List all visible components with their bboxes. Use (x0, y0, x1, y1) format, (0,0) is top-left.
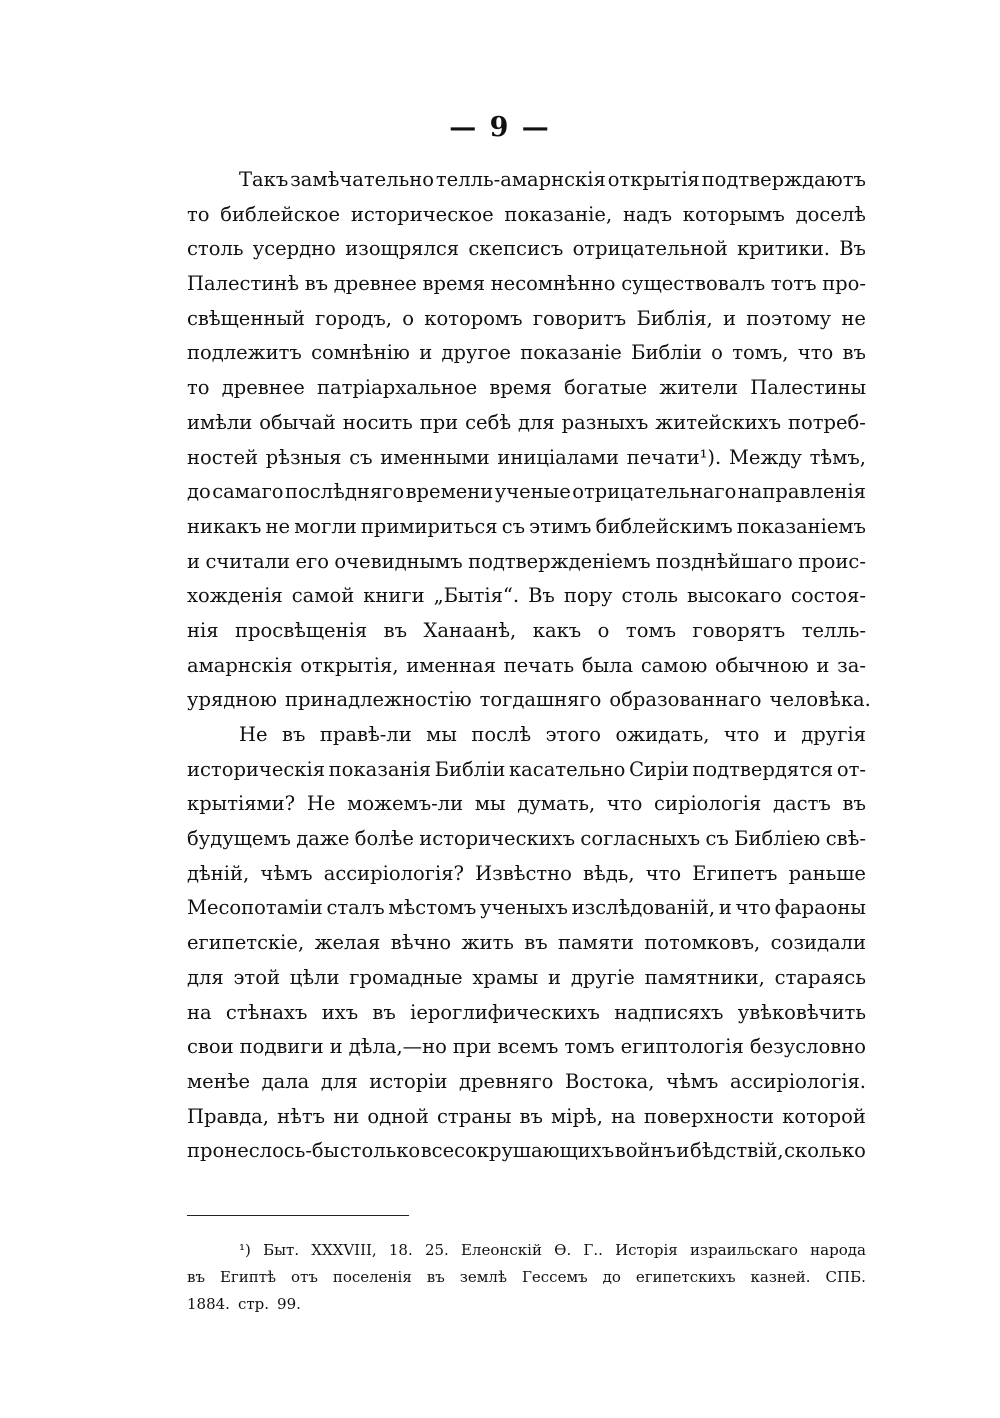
word: скепсисъ (468, 237, 564, 261)
word: телль- (801, 618, 866, 642)
word: Библіею (734, 827, 821, 851)
word: от- (836, 757, 866, 781)
word: израильскаго (689, 1241, 798, 1259)
word: самаго (212, 480, 284, 504)
word: замѣчательно (290, 168, 434, 191)
word: въ (426, 1268, 445, 1286)
word: была (581, 653, 634, 677)
word: въ (372, 1000, 396, 1024)
word: рѣзныя (265, 445, 342, 469)
word: томъ, (732, 341, 789, 365)
word: показаніемъ (736, 514, 866, 538)
word: показаніе, (504, 202, 613, 226)
text-line (187, 683, 871, 718)
word: именная (406, 653, 496, 677)
word: послѣдняго (285, 480, 405, 504)
word: что (645, 861, 682, 885)
word: на (187, 1000, 212, 1024)
word: Библія, (636, 306, 713, 330)
word: которой (782, 1104, 866, 1128)
word: человѣка. (769, 688, 871, 712)
word: урядною (187, 688, 277, 712)
text-line (187, 406, 866, 441)
word: Правда, (187, 1104, 269, 1128)
word: существовалъ (621, 272, 766, 296)
word: для (320, 1069, 358, 1093)
text-line (187, 198, 866, 233)
word: другіе (570, 965, 635, 989)
word: фараоны (774, 896, 866, 920)
word: въ (519, 1104, 543, 1128)
word: одной (367, 1104, 429, 1128)
word: Библіи (434, 757, 506, 781)
word: чѣмъ (260, 861, 313, 885)
word: въ (842, 792, 866, 816)
word: поэтому (746, 306, 832, 330)
word: тогдашняго (479, 688, 602, 712)
word: Библіи (631, 341, 702, 365)
text-line (187, 1100, 866, 1135)
word: другія (801, 723, 866, 746)
word: памятники, (644, 965, 765, 989)
word: носить (342, 410, 413, 434)
word: вѣдь, (583, 861, 635, 885)
word: и (329, 1035, 343, 1059)
word: послѣ (471, 723, 532, 746)
text-line (187, 475, 866, 510)
word: и (723, 306, 736, 330)
word: Не (239, 723, 268, 746)
word: вѣчно (390, 931, 452, 955)
word: 18. (388, 1241, 413, 1259)
word: египетскихъ (635, 1268, 736, 1286)
word: всесокрушающихъ (420, 1139, 615, 1163)
text-line (187, 614, 866, 649)
word: книги (363, 584, 425, 608)
word: жить (461, 931, 514, 955)
word: сталъ (326, 896, 385, 920)
word: отрицательнаго (572, 480, 737, 504)
word: историческія (187, 757, 326, 781)
word: изслѣдованій, (571, 896, 716, 920)
word: его (295, 549, 329, 573)
word: столь (621, 584, 678, 608)
word: мірѣ, (551, 1104, 603, 1128)
word: потомковъ, (644, 931, 761, 955)
word: въ (282, 723, 306, 746)
word: Въ (528, 584, 555, 608)
word: открытія (607, 168, 700, 191)
word: Ханаанѣ, (423, 618, 517, 642)
word: Месопотаміи (187, 896, 323, 920)
word: пору (563, 584, 613, 608)
word: время (422, 272, 486, 296)
text-line (187, 545, 866, 580)
word: показанія (328, 757, 432, 781)
text-line (187, 926, 866, 961)
word: народа (810, 1241, 866, 1259)
word: позднѣйшаго (655, 549, 793, 573)
word: до (187, 480, 211, 504)
word: ассиріологія? (323, 861, 464, 885)
word: для (518, 410, 555, 434)
word: въ (842, 341, 866, 365)
word: египетскіе, (187, 931, 305, 955)
word: говорятъ (692, 618, 786, 642)
word: и (548, 965, 561, 989)
word: казней. (750, 1268, 811, 1286)
text-line (187, 996, 866, 1031)
word: которомъ (424, 306, 523, 330)
text-line (187, 336, 866, 371)
word: этимъ (529, 514, 592, 538)
word: нія (187, 618, 219, 642)
word: древняго (459, 1069, 554, 1093)
word: и (187, 549, 200, 573)
word: войнъ (614, 1139, 676, 1163)
word: принадлежностію (284, 688, 472, 712)
word: правѣ-ли (319, 723, 412, 746)
word: въ (524, 931, 548, 955)
word: столь (187, 237, 244, 261)
footnote-line (187, 1291, 866, 1318)
word: какъ (532, 618, 582, 642)
word: 25. (424, 1241, 449, 1259)
word: дала (261, 1069, 310, 1093)
word: городъ, (315, 306, 392, 330)
footnote-line (187, 1237, 866, 1264)
word: и (816, 653, 830, 677)
word: состоя- (790, 584, 866, 608)
word: этой (233, 965, 280, 989)
word: что (735, 896, 771, 920)
word: о (711, 341, 723, 365)
word: крытіями? (187, 792, 296, 816)
word: обычною (715, 653, 809, 677)
word: историческихъ (419, 827, 576, 851)
word: свѣ- (825, 827, 866, 851)
word: думать, (517, 792, 596, 816)
word: даже (296, 827, 350, 851)
word: подтвердятся (692, 757, 834, 781)
word: свѣщенный (187, 306, 305, 330)
word: не (841, 306, 866, 330)
word: потреб- (788, 410, 866, 434)
word: времени (405, 480, 494, 504)
word: отрицательной (572, 237, 728, 261)
word: Въ (839, 237, 866, 261)
paragraph (187, 163, 871, 718)
word: жители (659, 376, 739, 400)
word: Г.. (583, 1241, 603, 1259)
word: не (265, 514, 291, 538)
word: подтверждаютъ (701, 168, 866, 191)
word: самой (291, 584, 355, 608)
word: столько (339, 1139, 421, 1163)
word: въ (383, 618, 408, 642)
word: касательно (508, 757, 626, 781)
text-line (187, 1030, 866, 1065)
word: можемъ-ли (347, 792, 464, 816)
word: землѣ (459, 1268, 508, 1286)
footnote-line (187, 1264, 866, 1291)
word: согласныхъ (580, 827, 701, 851)
word: усердно (252, 237, 336, 261)
text-line (187, 579, 866, 614)
word: цѣли (289, 965, 340, 989)
word: иниціалами (497, 445, 619, 469)
word: ностей (187, 445, 258, 469)
word: страны (437, 1104, 512, 1128)
word: 99. (277, 1295, 301, 1313)
word: надписяхъ (614, 1000, 724, 1024)
word: этого (545, 723, 602, 746)
word: примириться (360, 514, 498, 538)
word: пронеслось-бы (187, 1139, 340, 1163)
word: тѣмъ, (809, 445, 866, 469)
word: Гессемъ (521, 1268, 588, 1286)
word: сколько (784, 1139, 866, 1163)
word: Исторія (615, 1241, 678, 1259)
word: „Бытія“. (433, 584, 520, 608)
word: Египтѣ (219, 1268, 277, 1286)
word: стѣнахъ (225, 1000, 308, 1024)
word: подтвержденіемъ (468, 549, 651, 573)
word: безусловно (749, 1035, 866, 1059)
text-line (187, 822, 866, 857)
word: изощрялся (345, 237, 460, 261)
word: Востока, (564, 1069, 655, 1093)
word: всемъ (497, 1035, 559, 1059)
text-line (187, 891, 866, 926)
word: храмы (472, 965, 539, 989)
word: Елеонскій (460, 1241, 542, 1259)
word: очевиднымъ (334, 549, 463, 573)
word: считали (205, 549, 291, 573)
word: себѣ (465, 410, 512, 434)
word: что (606, 792, 643, 816)
word: подлежитъ (187, 341, 302, 365)
word: показаніе (520, 341, 622, 365)
word: египтологія (620, 1035, 744, 1059)
word: поселенія (332, 1268, 412, 1286)
word: болѣе (354, 827, 414, 851)
word: за- (837, 653, 866, 677)
word: будущемъ (187, 827, 291, 851)
text-line (187, 649, 866, 684)
word: Между (728, 445, 802, 469)
word: бѣдствій, (689, 1139, 784, 1163)
word: высокаго (686, 584, 782, 608)
word: ожидать, (615, 723, 710, 746)
word: ¹) (239, 1241, 251, 1259)
footnote (187, 1237, 866, 1318)
word: Не (306, 792, 336, 816)
word: про- (822, 272, 866, 296)
word: историческое (350, 202, 494, 226)
word: то (187, 202, 210, 226)
text-line (187, 267, 866, 302)
text-line (187, 371, 866, 406)
word: несомнѣнно (490, 272, 616, 296)
word: при (419, 410, 459, 434)
word: образованнаго (609, 688, 762, 712)
text-line (187, 857, 866, 892)
text-line (187, 510, 866, 545)
word: проис- (798, 549, 866, 573)
word: ученые (494, 480, 571, 504)
word: іероглифическихъ (410, 1000, 600, 1024)
word: подвиги (239, 1035, 324, 1059)
word: съ (501, 514, 526, 538)
word: до (602, 1268, 621, 1286)
word: томъ (625, 618, 677, 642)
word: древнее (221, 376, 305, 400)
paragraph (187, 718, 866, 1169)
word: именными (380, 445, 490, 469)
word: нѣтъ (277, 1104, 326, 1128)
word: и (676, 1139, 690, 1163)
word: открытія, (300, 653, 399, 677)
word: для (187, 965, 224, 989)
word: самою (640, 653, 708, 677)
word: Палестины (750, 376, 866, 400)
text-line (187, 232, 866, 267)
page-number: — 9 — (449, 112, 551, 143)
word: Ѳ. (554, 1241, 572, 1259)
word: говоритъ (532, 306, 627, 330)
word: Египетъ (692, 861, 778, 885)
word: мы (426, 723, 457, 746)
word: о (597, 618, 610, 642)
text-line (187, 302, 866, 337)
word: библейское (220, 202, 341, 226)
word: созидали (770, 931, 866, 955)
word: житейскихъ (655, 410, 782, 434)
word: обычай (259, 410, 336, 434)
word: печати¹). (626, 445, 722, 469)
word: ученыхъ (480, 896, 568, 920)
word: громадные (349, 965, 463, 989)
word: XXXVIII, (311, 1241, 377, 1259)
word: разныхъ (561, 410, 649, 434)
word: дѣній, (187, 861, 250, 885)
word: на (611, 1104, 636, 1128)
text-line (187, 961, 866, 996)
word: ассиріологія. (729, 1069, 866, 1093)
word: Такъ (239, 168, 289, 191)
word: богатые (564, 376, 648, 400)
word: исторіи (369, 1069, 448, 1093)
word: увѣковѣчить (737, 1000, 866, 1024)
word: при (452, 1035, 492, 1059)
word: дастъ (773, 792, 831, 816)
word: памяти (558, 931, 634, 955)
word: Извѣстно (475, 861, 572, 885)
text-line (187, 787, 866, 822)
word: просвѣщенія (235, 618, 368, 642)
word: хожденія (187, 584, 283, 608)
word: никакъ (187, 514, 262, 538)
text-line (187, 753, 866, 788)
word: телль-амарнскія (435, 168, 606, 191)
word: тотъ (770, 272, 817, 296)
word: съ (349, 445, 373, 469)
word: направленія (737, 480, 866, 504)
text-line (187, 441, 866, 476)
word: СПБ. (825, 1268, 866, 1286)
word: поверхности (643, 1104, 775, 1128)
word: мѣстомъ (388, 896, 477, 920)
word: въ (304, 272, 329, 296)
word: Сиріи (629, 757, 689, 781)
word: Быт. (263, 1241, 300, 1259)
word: другое (441, 341, 511, 365)
word: и (773, 723, 787, 746)
word: сиріологія (654, 792, 762, 816)
word: чѣмъ (666, 1069, 719, 1093)
body-text (187, 163, 871, 1169)
text-line (187, 1134, 866, 1169)
word: что (723, 723, 760, 746)
word: ихъ (321, 1000, 359, 1024)
word: которымъ (682, 202, 785, 226)
word: доселѣ (795, 202, 866, 226)
word: Палестинѣ (187, 272, 300, 296)
word: время (489, 376, 552, 400)
word: печать (503, 653, 575, 677)
word: въ (187, 1268, 205, 1286)
word: патріархальное (317, 376, 478, 400)
word: отъ (291, 1268, 318, 1286)
word: могли (294, 514, 357, 538)
word: амарнскія (187, 653, 293, 677)
word: раньше (788, 861, 866, 885)
word: свои (187, 1035, 234, 1059)
word: критики. (737, 237, 830, 261)
word: желая (314, 931, 381, 955)
word: о (402, 306, 414, 330)
word: древнее (333, 272, 417, 296)
word: менѣе (187, 1069, 251, 1093)
word: сомнѣнію (311, 341, 410, 365)
word: имѣли (187, 410, 253, 434)
word: томъ (564, 1035, 615, 1059)
word: надъ (622, 202, 672, 226)
word: ни (333, 1104, 360, 1128)
word: съ (705, 827, 729, 851)
text-line (187, 718, 866, 753)
footnote-rule (187, 1215, 409, 1216)
word: и (419, 341, 433, 365)
word: то (187, 376, 210, 400)
word: стр. (237, 1295, 270, 1313)
word: 1884. (187, 1295, 230, 1313)
word: библейскимъ (595, 514, 733, 538)
word: стараясь (774, 965, 866, 989)
word: мы (474, 792, 506, 816)
word: что (797, 341, 834, 365)
text-line (187, 1065, 866, 1100)
word: дѣла,—но (348, 1035, 447, 1059)
text-line (187, 163, 866, 198)
word: и (718, 896, 732, 920)
